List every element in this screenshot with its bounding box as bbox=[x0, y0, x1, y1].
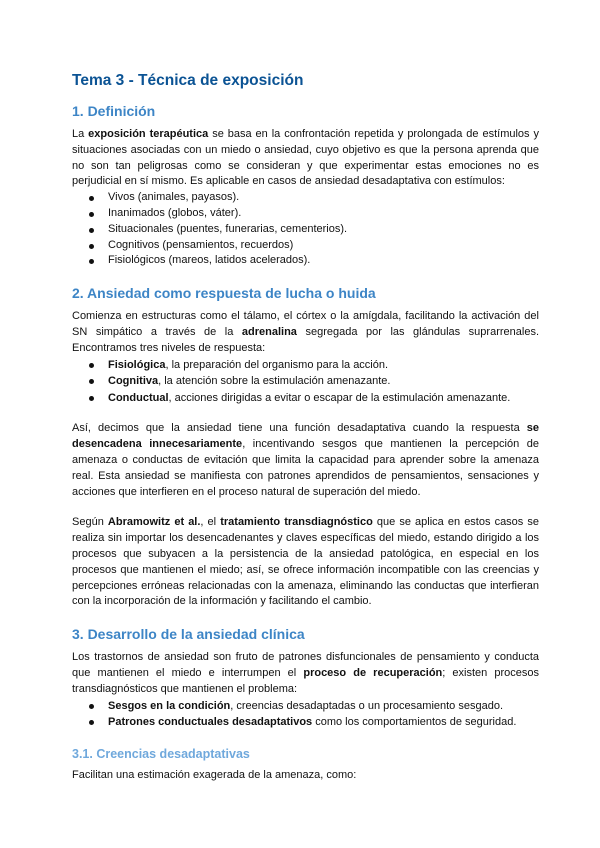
document-page bbox=[72, 71, 539, 783]
bullet-icon bbox=[89, 363, 94, 368]
list-item bbox=[72, 238, 539, 254]
text-run: Situacionales (puentes, funerarias, cementerios). bbox=[108, 222, 348, 235]
bullet-icon bbox=[89, 244, 94, 249]
text-run: , el bbox=[200, 516, 221, 529]
list-item bbox=[72, 373, 539, 390]
bullet-list bbox=[72, 698, 539, 731]
bold-text: Sesgos en la condición bbox=[108, 699, 231, 712]
text-run: Facilitan una estimación exagerada de la amenaza, como: bbox=[72, 768, 357, 781]
subsection-heading-creencias: 3.1. Creencias desadaptativas bbox=[72, 746, 250, 761]
paragraph bbox=[72, 515, 539, 610]
text-run: segregada por las glándulas suprarrenales. Encontramos tres niveles de respuesta: bbox=[72, 325, 539, 354]
bullet-icon bbox=[89, 704, 94, 709]
bullet-icon bbox=[89, 396, 94, 401]
document-title: Tema 3 - Técnica de exposición bbox=[72, 72, 304, 89]
bold-text: Conductual bbox=[108, 391, 169, 404]
text-run: Los trastornos de ansiedad son fruto de patrones disfuncionales de pensamiento y conducta que mantienen el miedo e interrumpen el bbox=[72, 651, 539, 679]
bold-text: adrenalina bbox=[241, 325, 297, 338]
text-run: como los comportamientos de seguridad. bbox=[312, 716, 517, 729]
list-item bbox=[72, 698, 539, 715]
bold-text: exposición terapéutica bbox=[88, 128, 209, 140]
text-run: La bbox=[72, 128, 89, 140]
list-item bbox=[72, 206, 539, 222]
section-heading-desarrollo: 3. Desarrollo de la ansiedad clínica bbox=[72, 626, 305, 643]
text-run: , acciones dirigidas a evitar o escapar de la estimulación amenazante. bbox=[168, 391, 511, 404]
bullet-icon bbox=[89, 720, 94, 725]
bullet-icon bbox=[89, 212, 94, 217]
bold-text: proceso de recuperación bbox=[303, 666, 443, 679]
text-run: Fisiológicos (mareos, latidos acelerados). bbox=[108, 254, 311, 267]
bold-text: Abramowitz et al. bbox=[107, 516, 201, 529]
text-run: Comienza en estructuras como el tálamo, el córtex o la amígdala, facilitando la activación del SN simpático a través de la bbox=[72, 310, 539, 338]
section-heading-definicion: 1. Definición bbox=[72, 103, 156, 119]
paragraph bbox=[72, 127, 539, 190]
bullet-icon bbox=[89, 228, 94, 233]
text-run: , la preparación del organismo para la acción. bbox=[165, 358, 389, 371]
text-run: Según bbox=[72, 516, 108, 529]
bold-text: tratamiento transdiagnóstico bbox=[220, 516, 373, 529]
text-run: Cognitivos (pensamientos, recuerdos) bbox=[108, 238, 294, 251]
text-run: ; existen procesos transdiagnósticos que mantienen el problema: bbox=[72, 666, 540, 695]
bold-text: Cognitiva bbox=[108, 375, 159, 388]
text-run: Vivos (animales, payasos). bbox=[108, 191, 240, 204]
bold-text: se desencadena innecesariamente bbox=[72, 422, 539, 451]
bold-text: Fisiológica bbox=[108, 358, 166, 371]
text-run: se basa en la confrontación repetida y prolongada de estímulos y situaciones asociadas con un miedo o ansiedad, cuyo objetivo es que la persona aprenda que no son tan peligrosas como se consideran y que experimentar estas emociones no es perjudicial en sí mismo. Es aplicable en casos de ansiedad desadaptativa con estímulos: bbox=[72, 128, 539, 188]
list-item bbox=[72, 222, 539, 238]
list-item bbox=[72, 190, 539, 206]
bullet-icon bbox=[89, 259, 94, 264]
paragraph bbox=[72, 421, 539, 500]
bullet-icon bbox=[89, 196, 94, 201]
list-item bbox=[72, 357, 539, 374]
list-item bbox=[72, 390, 539, 407]
list-item bbox=[72, 253, 539, 269]
text-run: que se aplica en estos casos se realiza sin importar los desencadenantes y claves específicas del miedo, estando dirigido a los procesos que subyacen a la persistencia de la ansiedad patológica, en especial en los procesos que mantienen el miedo; así, se ofrece información incompatible con las creencias y percepciones erróneas relacionadas con la amenaza, eliminando las conductas que interfieran con la incorporación de la información y facilitando el cambio. bbox=[72, 516, 540, 608]
bullet-list bbox=[72, 357, 539, 407]
paragraph bbox=[72, 309, 539, 356]
text-run: Así, decimos que la ansiedad tiene una función desadaptativa cuando la respuesta bbox=[72, 422, 527, 435]
text-run: , creencias desadaptadas o un procesamiento sesgado. bbox=[230, 699, 503, 712]
paragraph bbox=[72, 768, 539, 784]
bullet-list bbox=[72, 190, 539, 269]
list-item bbox=[72, 714, 539, 731]
text-run: , incentivando sesgos que mantienen la percepción de amenaza o conductas de evitación que limita la capacidad para aprender sobre la amenaza real. Esta ansiedad se manifiesta con patrones aprendidos de pensamientos, sensaciones y acciones que interfieren en el proceso natural de superación del miedo. bbox=[72, 438, 539, 498]
text-run: Inanimados (globos, váter). bbox=[108, 206, 242, 219]
text-run: , la atención sobre la estimulación amenazante. bbox=[158, 375, 391, 388]
bullet-icon bbox=[89, 379, 94, 384]
paragraph bbox=[72, 650, 539, 697]
bold-text: Patrones conductuales desadaptativos bbox=[108, 716, 313, 729]
section-heading-ansiedad: 2. Ansiedad como respuesta de lucha o huida bbox=[72, 285, 376, 302]
